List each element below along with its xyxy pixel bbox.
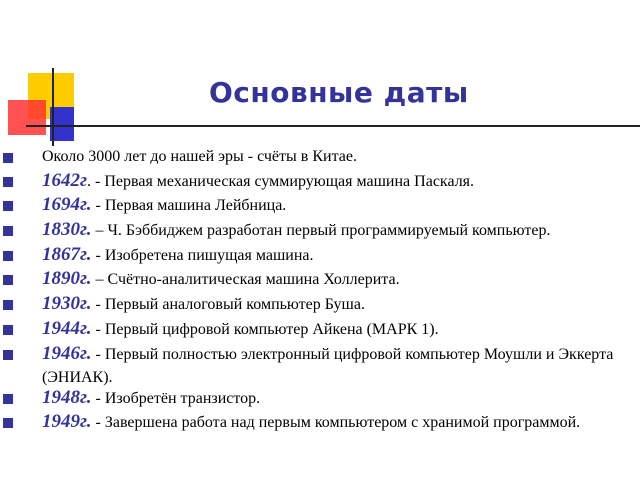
event-description: - Изобретена пишущая машина.: [91, 247, 314, 264]
event-description: – Ч. Бэббиджем разработан первый программируемый компьютер.: [91, 222, 551, 239]
square-bullet-icon: [3, 325, 13, 335]
list-item-text: [42, 386, 618, 410]
list-item-text: [42, 169, 618, 193]
event-description: - Первая машина Лейбница.: [91, 197, 287, 214]
year-label: 1694г.: [42, 194, 92, 215]
square-bullet-icon: [3, 177, 13, 187]
square-bullet-icon: [3, 394, 13, 404]
list-item-text: [42, 317, 618, 341]
event-description: - Завершена работа над первым компьютером с хранимой программой.: [91, 414, 581, 431]
event-description: - Первый полностью электронный цифровой компьютер Моушли и Эккерта (ЭНИАК).: [42, 346, 614, 386]
event-description: Около 3000 лет до нашей эры - счёты в Китае.: [42, 148, 357, 165]
list-item-text: [42, 218, 618, 242]
year-label: 1946г.: [42, 343, 92, 364]
list-item-text: [42, 410, 618, 434]
square-bullet-icon: [3, 275, 13, 285]
year-label: 1890г.: [42, 268, 92, 289]
event-description: . - Первая механическая суммирующая машина Паскаля.: [87, 173, 475, 190]
square-bullet-icon: [3, 300, 13, 310]
list-item-text: [42, 193, 618, 217]
event-description: – Счётно-аналитическая машина Холлерита.: [91, 271, 400, 288]
square-bullet-icon: [3, 226, 13, 236]
list-item-text: [42, 292, 618, 316]
list-item-text: [42, 243, 618, 267]
square-bullet-icon: [3, 153, 13, 163]
square-bullet-icon: [3, 201, 13, 211]
list-item-text: [42, 267, 618, 291]
list-item-text: [42, 342, 618, 389]
year-label: 1830г.: [42, 219, 92, 240]
event-description: - Первый аналоговый компьютер Буша.: [91, 296, 365, 313]
square-bullet-icon: [3, 251, 13, 261]
year-label: 1944г.: [42, 318, 92, 339]
square-bullet-icon: [3, 418, 13, 428]
list-item-text: [42, 145, 618, 168]
event-description: - Изобретён транзистор.: [91, 390, 261, 407]
year-label: 1949г.: [42, 411, 92, 432]
year-label: 1948г.: [42, 387, 92, 408]
year-label: 1642г: [42, 170, 88, 191]
square-bullet-icon: [3, 350, 13, 360]
year-label: 1867г.: [42, 244, 92, 265]
event-description: - Первый цифровой компьютер Айкена (МАРК 1).: [91, 321, 439, 338]
page-title: Основные даты: [209, 76, 469, 109]
year-label: 1930г.: [42, 293, 92, 314]
